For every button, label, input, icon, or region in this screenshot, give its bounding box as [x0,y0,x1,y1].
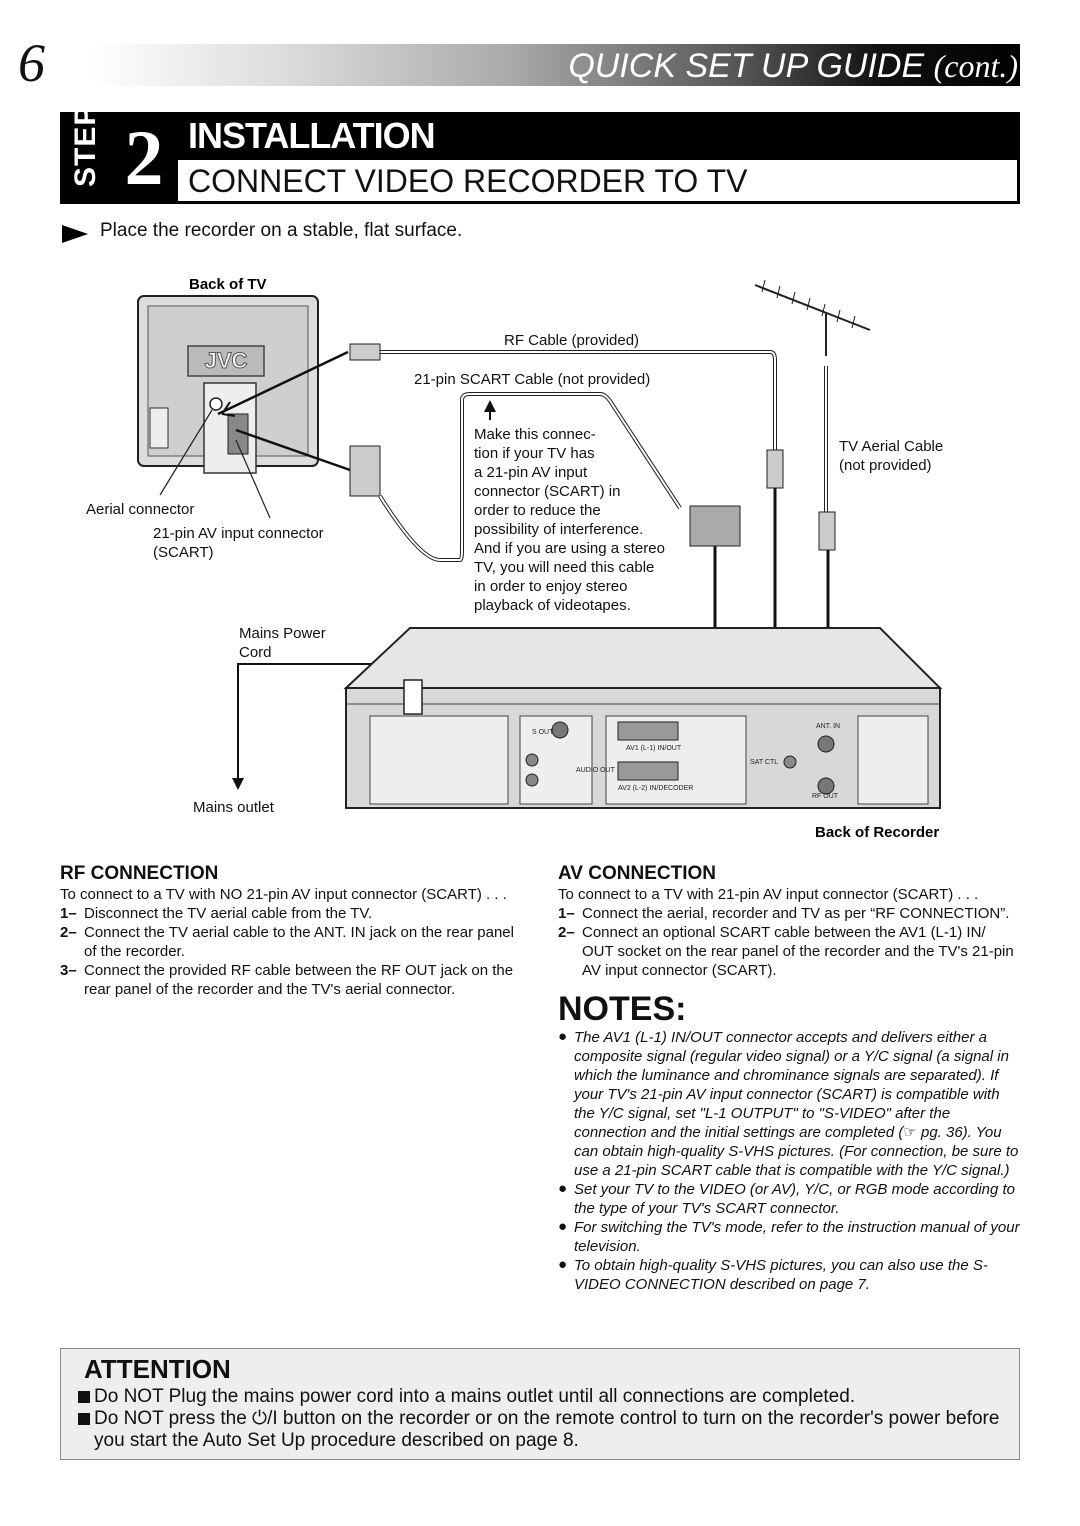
tv-back-illustration [138,296,318,473]
attention-item: Do NOT Plug the mains power cord into a mains outlet until all connections are completed. [78,1386,1008,1408]
rf-step: 1– Disconnect the TV aerial cable from the TV. [60,905,373,922]
rf-out-label: RF OUT [812,793,839,800]
step-number: 2 [124,114,164,201]
bullet-icon: ● [558,1256,568,1273]
note-item: ● The AV1 (L-1) IN/OUT connector accepts and delivers either a composite signal (regular video signal) or a Y/C signal (a signal in which the luminance and chrominance signals are separated). If your TV's 21-pin AV input connector (SCART) is compatible with the Y/C signal, set "L-1 OUTPUT" to "S-VIDEO" after the connection and the initial settings are completed (☞ pg. 36). You can obtain high-quality S-VHS pictures. (For connection, be sure to use a 21-pin SCART cable that is compatible with the Y/C signal.) [558,1028,1019,1179]
aerial-connector-label: Aerial connector [86,501,195,518]
attention-list [78,1386,1008,1452]
av-connection-intro: To connect to a TV with 21-pin AV input connector (SCART) . . . [558,886,979,903]
header-title-text: QUICK SET UP GUIDE [568,47,925,85]
aerial-antenna-illustration [755,280,870,356]
notes-list [558,1028,1020,1294]
installation-title: INSTALLATION [188,115,435,156]
bullet-icon: ● [558,1218,568,1235]
make-connection-note: Make this connec- tion if your TV has a 21-pin AV input connector (SCART) in order to reduce the possibility of interference. And if you are using a stereo TV, you will need this cable in order to enjoy stereo playback of videotapes. [474,426,665,614]
note-item: ● Set your TV to the VIDEO (or AV), Y/C, or RGB mode according to the type of your TV's SCART connector. [558,1180,1016,1217]
bullet-icon: ● [558,1180,568,1197]
square-bullet-icon [78,1391,90,1403]
back-of-recorder-label: Back of Recorder [815,824,940,841]
tv-aerial-cable-label: TV Aerial Cable (not provided) [839,438,944,474]
s-out-label: S OUT [532,729,554,736]
mains-power-cord-label: Mains Power Cord [239,625,326,661]
page-number: 6 [18,33,45,93]
recorder-back-illustration [346,628,940,808]
square-bullet-icon [78,1413,90,1425]
bullet-icon: ● [558,1028,568,1045]
attention-title: ATTENTION [84,1354,231,1384]
arrow-up-icon [484,400,496,412]
audio-out-label: AUDIO OUT [576,767,615,774]
tv-logo: JVC [204,348,248,373]
rf-connection-intro: To connect to a TV with NO 21-pin AV input connector (SCART) . . . [60,886,507,903]
av-step: 1– Connect the aerial, recorder and TV as per “RF CONNECTION”. [558,905,1010,922]
connect-title: CONNECT VIDEO RECORDER TO TV [188,163,748,199]
av1-label: AV1 (L-1) IN/OUT [626,745,682,752]
av-input-connector-label: 21-pin AV input connector (SCART) [153,525,324,561]
sat-ctl-label: SAT CTL [750,759,779,766]
instruction-text: Place the recorder on a stable, flat surface. [100,220,463,241]
notes-title: NOTES: [558,990,687,1028]
attention-item: Do NOT press the ⏻/I button on the recorder or on the remote control to turn on the recorder's power before you start the Auto Set Up procedure described on page 8. [78,1408,1008,1452]
note-item: ● To obtain high-quality S-VHS pictures, you can also use the S-VIDEO CONNECTION described on page 7. [558,1256,988,1293]
scart-cable-label: 21-pin SCART Cable (not provided) [414,371,651,388]
av-connection-section [558,863,1020,980]
mains-outlet-label: Mains outlet [193,799,274,816]
av2-label: AV2 (L-2) IN/DECODER [618,785,694,792]
header-title-cont: (cont.) [933,48,1018,84]
step-word: STEP [69,104,102,187]
rf-connection-title: RF CONNECTION [60,863,219,884]
ant-in-label: ANT. IN [816,723,841,730]
back-of-tv-label: Back of TV [189,276,267,293]
note-item: ● For switching the TV's mode, refer to the instruction manual of your television. [558,1218,1020,1255]
av-step: 2– Connect an optional SCART cable between the AV1 (L-1) IN/ OUT socket on the rear panel of the recorder and the TV's 21-pin AV input connector (SCART). [558,924,1014,979]
rf-step: 2– Connect the TV aerial cable to the ANT. IN jack on the rear panel of the recorder. [60,924,514,960]
av-connection-title: AV CONNECTION [558,863,716,884]
rf-step: 3– Connect the provided RF cable between the RF OUT jack on the rear panel of the recorder and the TV's aerial connector. [60,962,514,998]
rf-connection-section [60,863,520,999]
rf-cable-label: RF Cable (provided) [504,332,640,349]
